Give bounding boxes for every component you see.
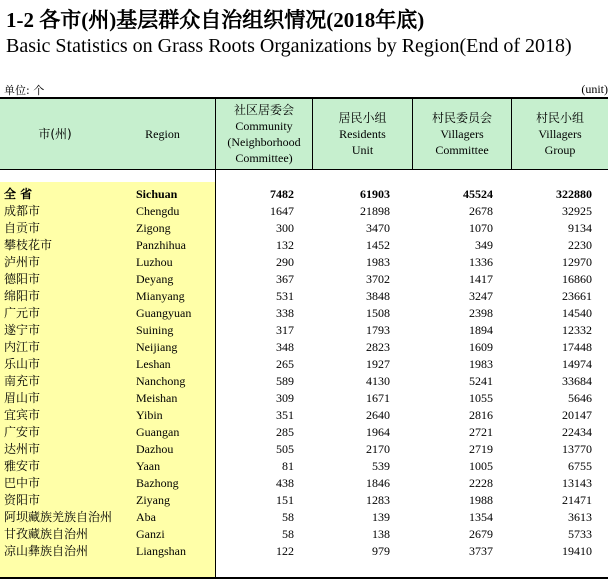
region-name-chinese: 成都市 <box>4 204 41 218</box>
community-count: 300 <box>276 221 294 235</box>
header-villagers-committee: 村民委员会 Villagers Committee <box>431 110 492 157</box>
community-count: 58 <box>282 527 294 541</box>
villagers-committee-count: 5241 <box>469 374 493 388</box>
table-row <box>0 305 608 322</box>
villagers-committee-count: 2228 <box>469 476 493 490</box>
region-name-english: Mianyang <box>136 289 185 303</box>
villagers-group-count: 20147 <box>562 408 592 422</box>
villagers-committee-count: 45524 <box>463 187 493 201</box>
table-row <box>0 543 608 560</box>
residents-unit-count: 21898 <box>360 204 390 218</box>
header-city-chinese: 市(州) <box>38 126 72 141</box>
table-row <box>0 237 608 254</box>
villagers-committee-count: 2816 <box>469 408 493 422</box>
table-row <box>0 373 608 390</box>
residents-unit-count: 3470 <box>366 221 390 235</box>
villagers-committee-count: 1336 <box>469 255 493 269</box>
region-name-chinese: 内江市 <box>4 340 41 354</box>
villagers-committee-count: 2678 <box>469 204 493 218</box>
table-row <box>0 220 608 237</box>
community-count: 58 <box>282 510 294 524</box>
community-count: 265 <box>276 357 294 371</box>
region-name-chinese: 德阳市 <box>4 272 41 286</box>
region-name-chinese: 绵阳市 <box>4 289 41 303</box>
villagers-group-count: 16860 <box>562 272 592 286</box>
table-row <box>0 390 608 407</box>
region-name-english: Nanchong <box>136 374 186 388</box>
region-name-english: Meishan <box>136 391 178 405</box>
region-name-chinese: 眉山市 <box>4 391 41 405</box>
villagers-group-count: 6755 <box>568 459 592 473</box>
table-title-chinese: 1-2 各市(州)基层群众自治组织情况(2018年底) <box>6 8 425 32</box>
villagers-committee-count: 2398 <box>469 306 493 320</box>
villagers-group-count: 33684 <box>562 374 592 388</box>
villagers-group-count: 21471 <box>562 493 592 507</box>
region-name-chinese: 资阳市 <box>4 493 41 507</box>
community-count: 338 <box>276 306 294 320</box>
villagers-group-count: 14540 <box>562 306 592 320</box>
region-name-chinese: 广安市 <box>4 425 41 439</box>
region-name-chinese: 雅安市 <box>4 459 41 473</box>
community-count: 367 <box>276 272 294 286</box>
region-name-english: Yaan <box>136 459 161 473</box>
region-name-english: Suining <box>136 323 174 337</box>
villagers-committee-count: 2719 <box>469 442 493 456</box>
residents-unit-count: 1964 <box>366 425 390 439</box>
table-row <box>0 441 608 458</box>
region-name-chinese: 遂宁市 <box>4 323 41 337</box>
region-name-english: Bazhong <box>136 476 179 490</box>
villagers-group-count: 12970 <box>562 255 592 269</box>
residents-unit-count: 139 <box>372 510 390 524</box>
villagers-committee-count: 1005 <box>469 459 493 473</box>
region-name-chinese: 南充市 <box>4 374 41 388</box>
villagers-committee-count: 1983 <box>469 357 493 371</box>
villagers-group-count: 322880 <box>556 187 592 201</box>
villagers-group-count: 32925 <box>562 204 592 218</box>
table-body <box>0 186 608 560</box>
villagers-group-count: 9134 <box>568 221 592 235</box>
villagers-committee-count: 349 <box>475 238 493 252</box>
community-count: 505 <box>276 442 294 456</box>
residents-unit-count: 979 <box>372 544 390 558</box>
residents-unit-count: 4130 <box>366 374 390 388</box>
residents-unit-count: 3848 <box>366 289 390 303</box>
region-name-english: Chengdu <box>136 204 180 218</box>
community-count: 309 <box>276 391 294 405</box>
residents-unit-count: 1283 <box>366 493 390 507</box>
residents-unit-count: 61903 <box>360 187 390 201</box>
villagers-group-count: 14974 <box>562 357 592 371</box>
region-name-chinese: 泸州市 <box>4 255 41 269</box>
villagers-committee-count: 1609 <box>469 340 493 354</box>
table-row <box>0 339 608 356</box>
header-community: 社区居委会 Community (Neighborhood Committee) <box>227 102 301 165</box>
region-name-chinese: 凉山彝族自治州 <box>4 544 89 558</box>
community-count: 151 <box>276 493 294 507</box>
villagers-group-count: 13770 <box>562 442 592 456</box>
community-count: 132 <box>276 238 294 252</box>
villagers-group-count: 13143 <box>562 476 592 490</box>
community-count: 81 <box>282 459 294 473</box>
villagers-group-count: 17448 <box>562 340 592 354</box>
residents-unit-count: 2823 <box>366 340 390 354</box>
region-name-english: Neijiang <box>136 340 178 354</box>
villagers-committee-count: 1070 <box>469 221 493 235</box>
villagers-group-count: 19410 <box>562 544 592 558</box>
table-row <box>0 288 608 305</box>
community-count: 290 <box>276 255 294 269</box>
community-count: 531 <box>276 289 294 303</box>
community-count: 285 <box>276 425 294 439</box>
residents-unit-count: 2640 <box>366 408 390 422</box>
villagers-group-count: 23661 <box>562 289 592 303</box>
residents-unit-count: 1671 <box>366 391 390 405</box>
table-row-total <box>0 186 608 203</box>
region-name-chinese: 全 省 <box>4 187 33 201</box>
table-row <box>0 356 608 373</box>
unit-label-chinese: 单位: 个 <box>4 84 45 97</box>
region-name-english: Ganzi <box>136 527 165 541</box>
villagers-group-count: 3613 <box>568 510 592 524</box>
table-title-english: Basic Statistics on Grass Roots Organizations by Region(End of 2018) <box>6 35 572 57</box>
residents-unit-count: 138 <box>372 527 390 541</box>
table-row <box>0 322 608 339</box>
region-name-english: Guangyuan <box>136 306 192 320</box>
table-row <box>0 526 608 543</box>
header-bottom-rule <box>0 169 608 170</box>
community-count: 589 <box>276 374 294 388</box>
region-name-chinese: 自贡市 <box>4 221 41 235</box>
region-name-english: Panzhihua <box>136 238 186 252</box>
table-row <box>0 458 608 475</box>
villagers-committee-count: 1894 <box>469 323 493 337</box>
table-row <box>0 271 608 288</box>
table-row <box>0 424 608 441</box>
community-count: 1647 <box>270 204 294 218</box>
villagers-group-count: 5646 <box>568 391 592 405</box>
region-name-english: Ziyang <box>136 493 170 507</box>
region-name-chinese: 宜宾市 <box>4 408 41 422</box>
table-row <box>0 254 608 271</box>
region-name-english: Yibin <box>136 408 163 422</box>
region-name-chinese: 阿坝藏族羌族自治州 <box>4 510 113 524</box>
residents-unit-count: 1927 <box>366 357 390 371</box>
unit-label-english: (unit) <box>581 82 608 96</box>
region-name-chinese: 巴中市 <box>4 476 41 490</box>
villagers-group-count: 5733 <box>568 527 592 541</box>
villagers-committee-count: 2721 <box>469 425 493 439</box>
community-count: 122 <box>276 544 294 558</box>
region-name-english: Guangan <box>136 425 180 439</box>
villagers-committee-count: 1417 <box>469 272 493 286</box>
table-row <box>0 509 608 526</box>
villagers-committee-count: 1988 <box>469 493 493 507</box>
residents-unit-count: 2170 <box>366 442 390 456</box>
villagers-group-count: 22434 <box>562 425 592 439</box>
villagers-committee-count: 2679 <box>469 527 493 541</box>
region-name-english: Liangshan <box>136 544 186 558</box>
region-name-english: Aba <box>136 510 156 524</box>
region-name-chinese: 达州市 <box>4 442 41 456</box>
region-name-chinese: 甘孜藏族自治州 <box>4 527 89 541</box>
region-name-english: Deyang <box>136 272 174 286</box>
region-name-english: Sichuan <box>136 187 178 201</box>
header-villagers-group: 村民小组 Villagers Group <box>535 110 584 157</box>
residents-unit-count: 1508 <box>366 306 390 320</box>
community-count: 351 <box>276 408 294 422</box>
table-row <box>0 475 608 492</box>
community-count: 438 <box>276 476 294 490</box>
villagers-group-count: 12332 <box>562 323 592 337</box>
table-row <box>0 203 608 220</box>
residents-unit-count: 1846 <box>366 476 390 490</box>
residents-unit-count: 539 <box>372 459 390 473</box>
region-name-chinese: 广元市 <box>4 306 41 320</box>
region-name-english: Leshan <box>136 357 171 371</box>
villagers-committee-count: 1354 <box>469 510 493 524</box>
villagers-committee-count: 1055 <box>469 391 493 405</box>
community-count: 317 <box>276 323 294 337</box>
villagers-committee-count: 3737 <box>469 544 493 558</box>
community-count: 348 <box>276 340 294 354</box>
table-row <box>0 407 608 424</box>
region-name-english: Dazhou <box>136 442 174 456</box>
region-name-english: Zigong <box>136 221 171 235</box>
region-name-english: Luzhou <box>136 255 173 269</box>
header-residents-unit: 居民小组 Residents Unit <box>338 110 387 157</box>
community-count: 7482 <box>270 187 294 201</box>
table-bottom-rule <box>0 577 608 579</box>
villagers-committee-count: 3247 <box>469 289 493 303</box>
residents-unit-count: 3702 <box>366 272 390 286</box>
region-name-chinese: 乐山市 <box>4 357 41 371</box>
residents-unit-count: 1983 <box>366 255 390 269</box>
villagers-group-count: 2230 <box>568 238 592 252</box>
table-row <box>0 492 608 509</box>
residents-unit-count: 1793 <box>366 323 390 337</box>
header-region-english: Region <box>145 126 180 141</box>
residents-unit-count: 1452 <box>366 238 390 252</box>
region-name-chinese: 攀枝花市 <box>4 238 53 252</box>
